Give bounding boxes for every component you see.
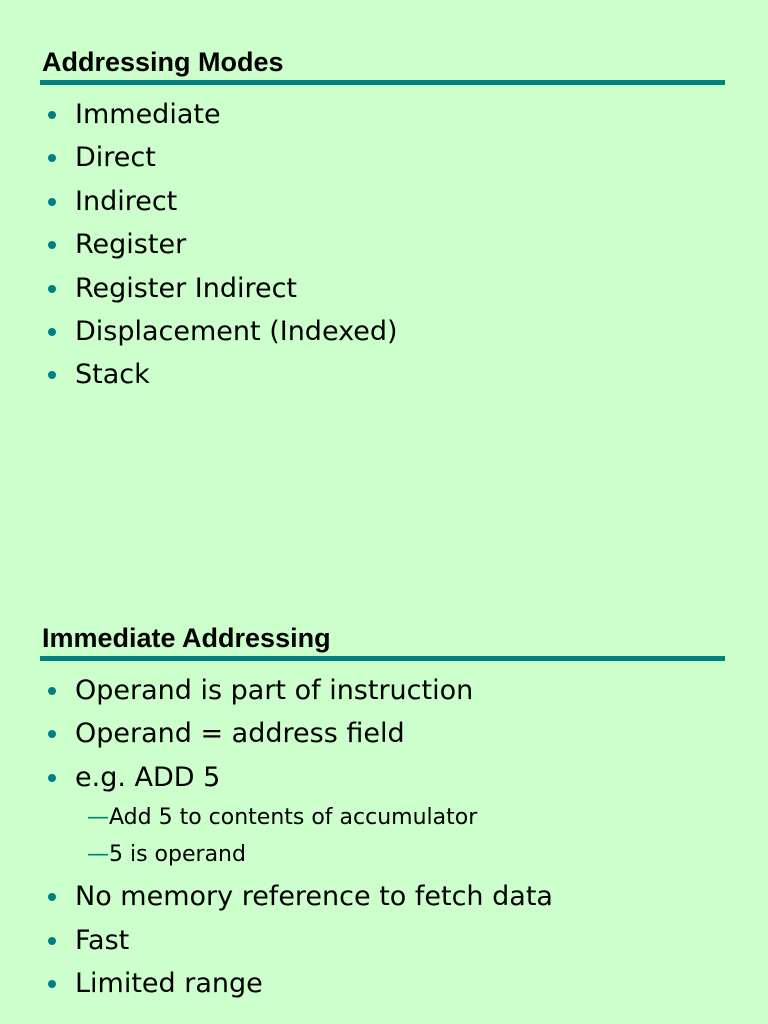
- bullet-icon: [48, 241, 56, 249]
- list-item: Operand = address field: [40, 712, 725, 755]
- bullet-icon: [48, 154, 56, 162]
- list-item: Register Indirect: [40, 267, 725, 310]
- slide-title: Addressing Modes: [42, 47, 284, 77]
- bullet-icon: [48, 111, 56, 119]
- sub-list-item: —5 is operand: [87, 842, 246, 868]
- list-item: Displacement (Indexed): [40, 310, 725, 353]
- list-item: Fast: [40, 919, 725, 962]
- list-item: Direct: [40, 136, 725, 179]
- list-item: Register: [40, 223, 725, 266]
- bullet-icon: [48, 937, 56, 945]
- bullet-icon: [48, 730, 56, 738]
- bullet-icon: [48, 774, 56, 782]
- slide-addressing-modes: [40, 46, 725, 397]
- bullet-icon: [48, 687, 56, 695]
- list-item: Limited range: [40, 962, 725, 1005]
- bullet-icon: [48, 371, 56, 379]
- bullet-icon: [48, 285, 56, 293]
- list-item: Indirect: [40, 180, 725, 223]
- slide-title: Immediate Addressing: [42, 623, 331, 653]
- sub-bullet-list: [40, 799, 725, 873]
- sub-list-item: —Add 5 to contents of accumulator: [87, 805, 478, 831]
- list-item: Immediate: [40, 93, 725, 136]
- list-item: Stack: [40, 353, 725, 396]
- bullet-list: [40, 669, 725, 799]
- dash-icon: —: [87, 805, 109, 831]
- slide-immediate-addressing: [40, 622, 725, 1005]
- dash-icon: —: [87, 842, 109, 868]
- bullet-list: [40, 93, 725, 397]
- title-underline: [40, 656, 725, 661]
- list-item: Operand is part of instruction: [40, 669, 725, 712]
- list-item: No memory reference to fetch data: [40, 875, 725, 918]
- list-item: e.g. ADD 5: [40, 756, 725, 799]
- bullet-icon: [48, 198, 56, 206]
- title-underline: [40, 80, 725, 85]
- bullet-icon: [48, 328, 56, 336]
- bullet-list: [40, 875, 725, 1005]
- bullet-icon: [48, 893, 56, 901]
- bullet-icon: [48, 980, 56, 988]
